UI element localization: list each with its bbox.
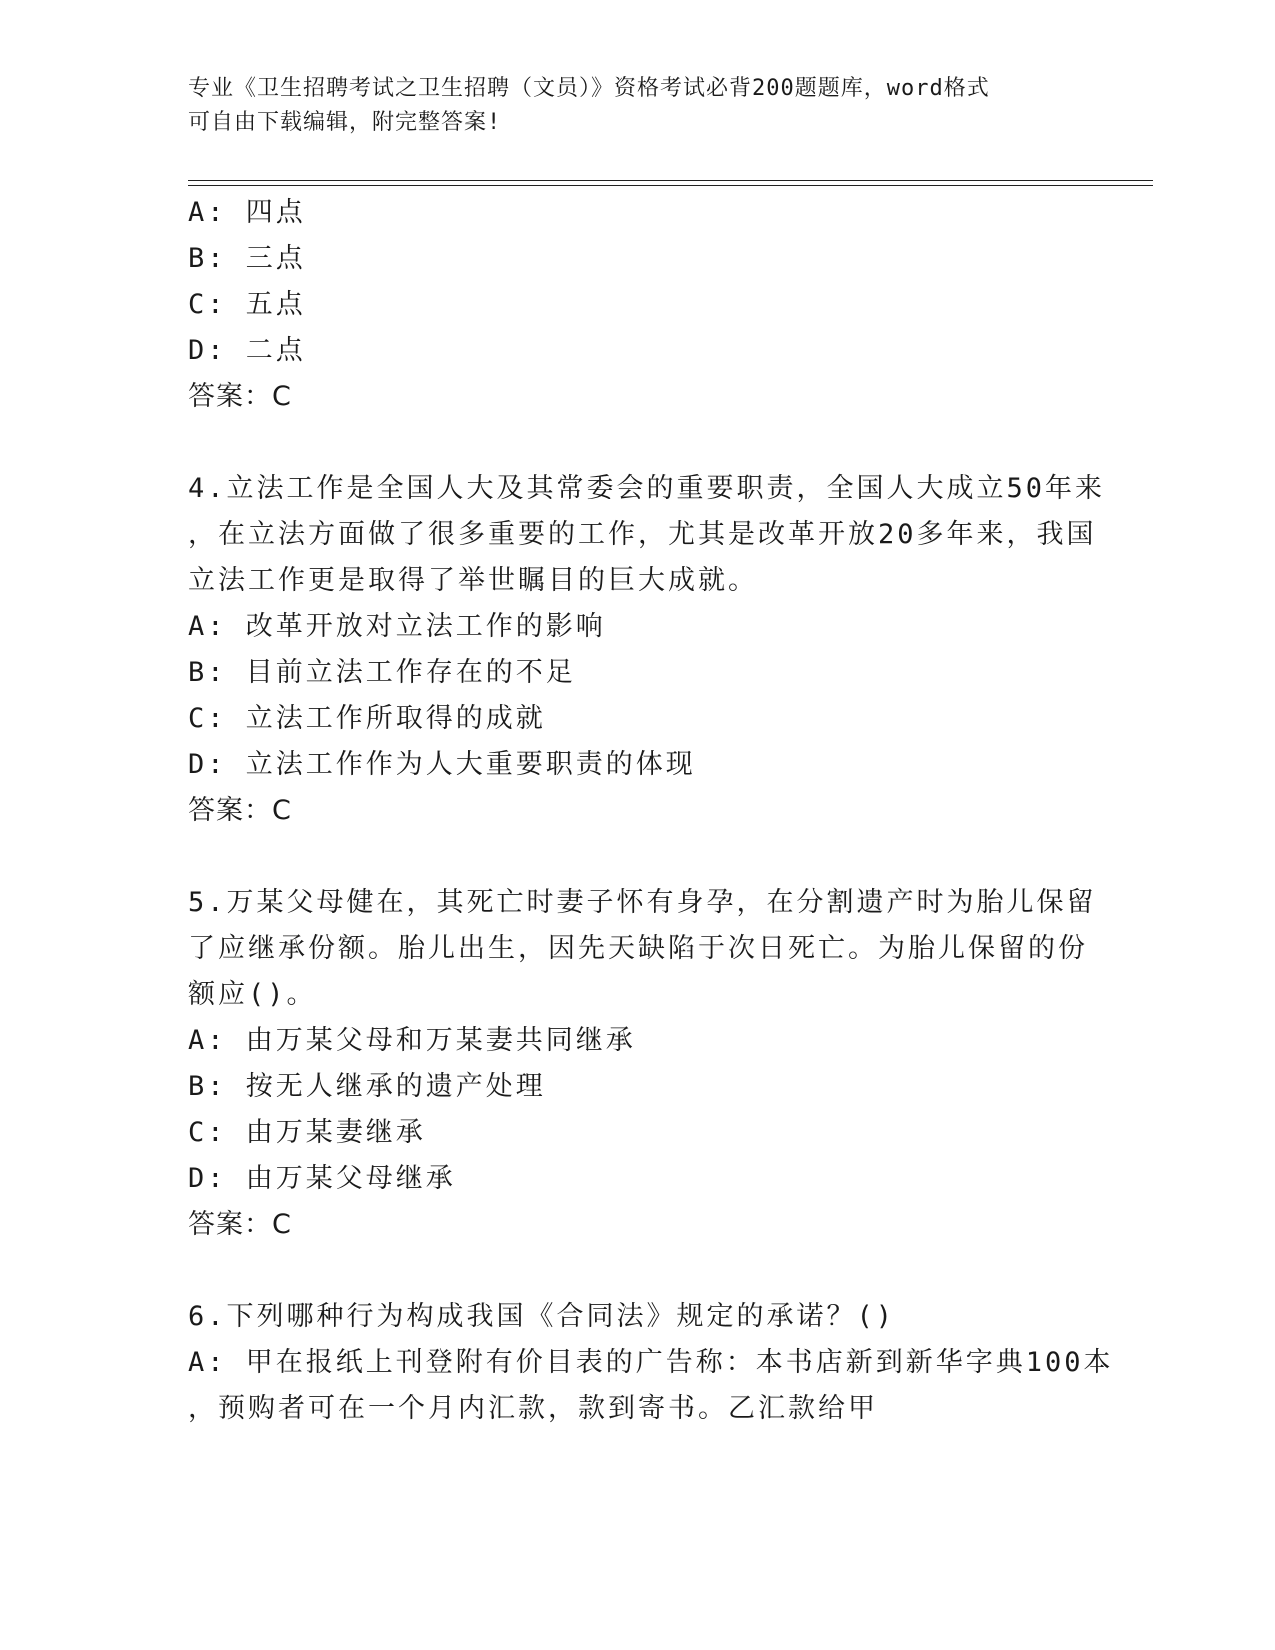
option-b: B: 三点 bbox=[188, 243, 306, 274]
header-line-1: 专业《卫生招聘考试之卫生招聘（文员）》资格考试必背200题题库，word格式 bbox=[188, 76, 990, 101]
option-a: A: 四点 bbox=[188, 197, 306, 228]
question-stem-line: 了应继承份额。胎儿出生，因先天缺陷于次日死亡。为胎儿保留的份 bbox=[188, 933, 1088, 964]
option-a: A: 改革开放对立法工作的影响 bbox=[188, 611, 606, 642]
option-c: C: 由万某妻继承 bbox=[188, 1117, 426, 1148]
option-d: D: 由万某父母继承 bbox=[188, 1163, 456, 1194]
header-line-2: 可自由下载编辑，附完整答案! bbox=[188, 110, 502, 135]
option-a-continued: ，预购者可在一个月内汇款，款到寄书。乙汇款给甲 bbox=[188, 1393, 878, 1424]
option-d: D: 二点 bbox=[188, 335, 306, 366]
spacer bbox=[188, 420, 1088, 466]
spacer bbox=[188, 1248, 1088, 1294]
question-stem-line: 5.万某父母健在，其死亡时妻子怀有身孕，在分割遗产时为胎儿保留 bbox=[188, 887, 1097, 918]
question-stem-line: 6.下列哪种行为构成我国《合同法》规定的承诺？() bbox=[188, 1301, 896, 1332]
header-rule-bottom bbox=[188, 185, 1153, 186]
spacer bbox=[188, 834, 1088, 880]
header-rule-top bbox=[188, 180, 1153, 181]
question-list bbox=[188, 190, 1114, 1432]
option-c: C: 立法工作所取得的成就 bbox=[188, 703, 546, 734]
question-stem-line: 4.立法工作是全国人大及其常委会的重要职责，全国人大成立50年来 bbox=[188, 473, 1106, 504]
answer: 答案：C bbox=[188, 381, 292, 412]
question-6 bbox=[188, 1294, 1114, 1432]
answer: 答案：C bbox=[188, 795, 292, 826]
option-c: C: 五点 bbox=[188, 289, 306, 320]
option-d: D: 立法工作作为人大重要职责的体现 bbox=[188, 749, 696, 780]
option-b: B: 目前立法工作存在的不足 bbox=[188, 657, 576, 688]
question-stem-line: 立法工作更是取得了举世瞩目的巨大成就。 bbox=[188, 565, 758, 596]
answer: 答案：C bbox=[188, 1209, 292, 1240]
option-b: B: 按无人继承的遗产处理 bbox=[188, 1071, 546, 1102]
question-4 bbox=[188, 466, 1106, 834]
question-5 bbox=[188, 880, 1097, 1248]
question-stem-line: ，在立法方面做了很多重要的工作，尤其是改革开放20多年来，我国 bbox=[188, 519, 1097, 550]
question-stem-line: 额应()。 bbox=[188, 979, 317, 1010]
question-3 bbox=[188, 190, 1088, 420]
option-a: A: 甲在报纸上刊登附有价目表的广告称：本书店新到新华字典100本 bbox=[188, 1347, 1114, 1378]
document-header bbox=[188, 72, 1088, 140]
option-a: A: 由万某父母和万某妻共同继承 bbox=[188, 1025, 636, 1056]
